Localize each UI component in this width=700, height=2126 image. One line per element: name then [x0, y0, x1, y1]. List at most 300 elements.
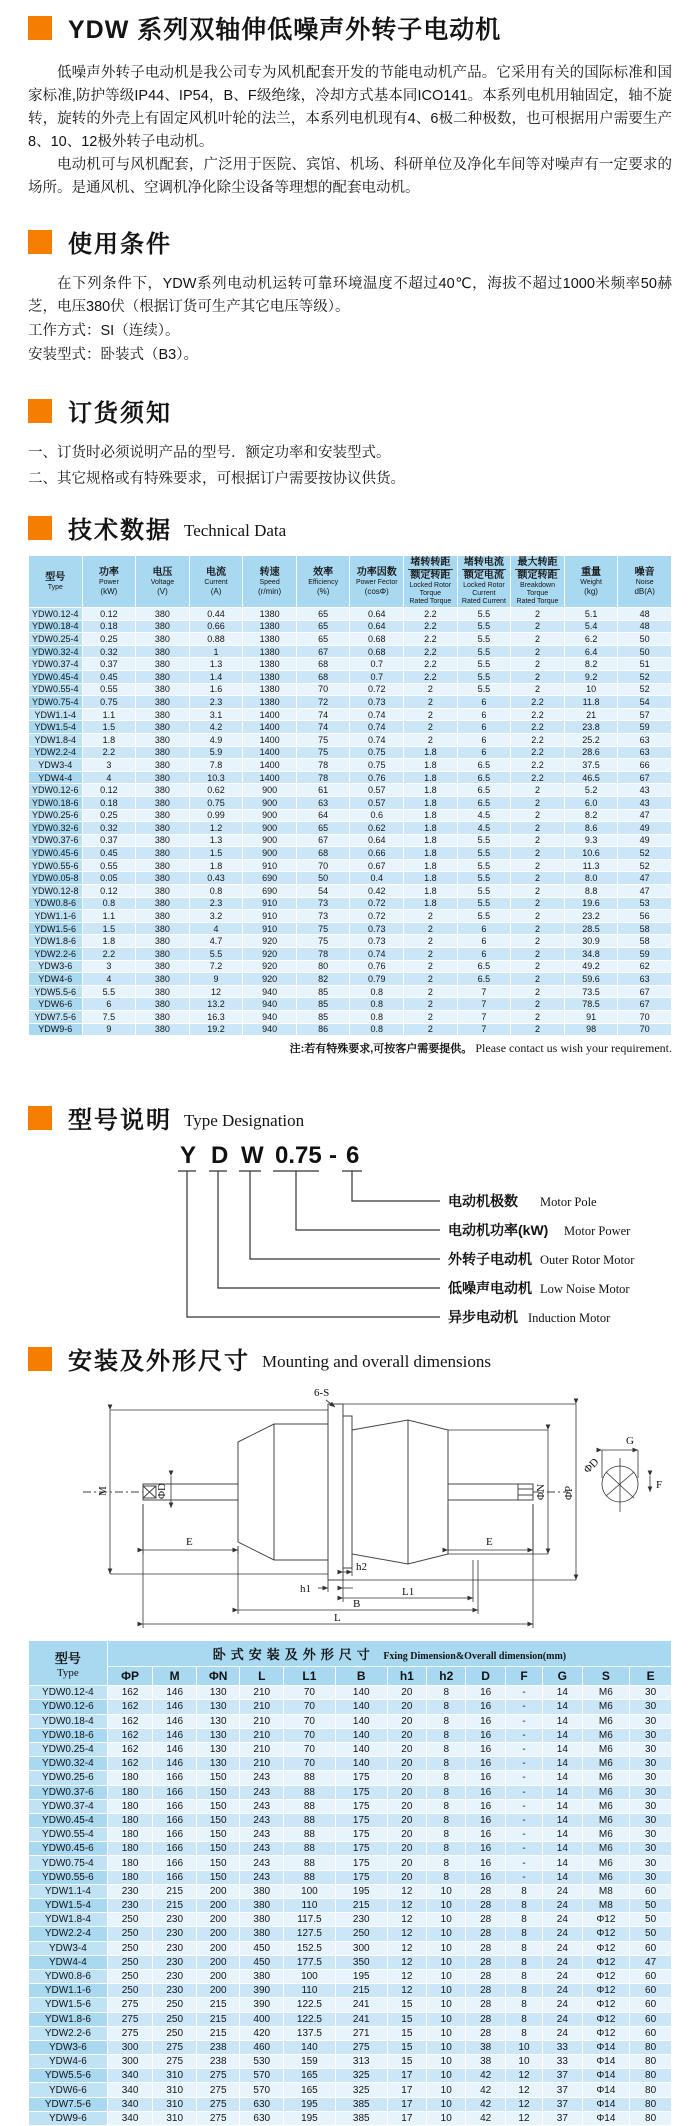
value-cell: 12	[387, 1899, 426, 1913]
table-row	[29, 683, 672, 696]
value-cell: 241	[335, 1998, 387, 2012]
table-row	[29, 2040, 672, 2054]
value-cell: 910	[243, 897, 297, 910]
value-cell: 140	[335, 1700, 387, 1714]
value-cell: 14	[543, 1870, 582, 1884]
column-header: ΦP	[107, 1667, 153, 1686]
value-cell: 3.2	[189, 910, 243, 923]
value-cell: 16	[466, 1785, 505, 1799]
value-cell: 0.74	[350, 948, 404, 961]
value-cell: 0.55	[82, 683, 136, 696]
value-cell: 180	[107, 1813, 153, 1827]
value-cell: 380	[136, 1023, 190, 1036]
value-cell: 56	[618, 910, 672, 923]
table-note-en: Please contact us wish your requirement.	[475, 1041, 672, 1056]
value-cell: Φ12	[582, 1998, 630, 2012]
value-cell: 165	[284, 2083, 336, 2097]
value-cell: 20	[387, 1771, 426, 1785]
header-text: 堵转转距	[410, 557, 451, 568]
table-row	[29, 746, 672, 759]
value-cell: 230	[153, 1955, 197, 1969]
value-cell: 16.3	[189, 1011, 243, 1024]
value-cell: Φ12	[582, 1955, 630, 1969]
value-cell: 14	[543, 1700, 582, 1714]
value-cell: 243	[240, 1813, 284, 1827]
value-cell: 1400	[243, 733, 297, 746]
value-cell: 88	[284, 1828, 336, 1842]
dim-label-B: B	[353, 1598, 361, 1611]
value-cell: 1.5	[82, 721, 136, 734]
value-cell: 2.2	[404, 608, 458, 621]
value-cell: 73	[296, 897, 350, 910]
value-cell: 8	[505, 1955, 542, 1969]
value-cell: 380	[136, 948, 190, 961]
value-cell: 63	[296, 796, 350, 809]
value-cell: 86	[296, 1023, 350, 1036]
value-cell: 80	[630, 2083, 672, 2097]
value-cell: 130	[196, 1700, 240, 1714]
value-cell: 243	[240, 1828, 284, 1842]
value-cell: 0.64	[350, 608, 404, 621]
value-cell: 14	[543, 1842, 582, 1856]
value-cell: 10	[505, 2040, 542, 2054]
value-cell: 690	[243, 885, 297, 898]
value-cell: 12	[505, 2111, 542, 2125]
value-cell: 28	[466, 2012, 505, 2026]
value-cell: 5.5	[457, 658, 511, 671]
value-cell: 10	[505, 2055, 542, 2069]
value-cell: M6	[582, 1842, 630, 1856]
section-title: 型号说明	[68, 1107, 172, 1135]
value-cell: 0.75	[189, 796, 243, 809]
header-text: (r/min)	[258, 586, 282, 596]
table-row	[29, 1714, 672, 1728]
value-cell: 20	[387, 1856, 426, 1870]
value-cell: M6	[582, 1742, 630, 1756]
code-part: W	[241, 1142, 264, 1170]
table-row	[29, 1742, 672, 1756]
value-cell: 58	[618, 935, 672, 948]
value-cell: 0.45	[82, 847, 136, 860]
value-cell: 28	[466, 1913, 505, 1927]
value-cell: 0.57	[350, 784, 404, 797]
orange-bullet-icon	[28, 516, 52, 540]
value-cell: 130	[196, 1757, 240, 1771]
value-cell: 2	[511, 784, 565, 797]
table-row	[29, 847, 672, 860]
value-cell: 0.12	[82, 784, 136, 797]
value-cell: 46.5	[564, 771, 618, 784]
value-cell: 8	[505, 1969, 542, 1983]
value-cell: 0.55	[82, 859, 136, 872]
value-cell: 1.4	[189, 670, 243, 683]
value-cell: 1.8	[404, 897, 458, 910]
value-cell: 2	[511, 658, 565, 671]
table-row	[29, 1842, 672, 1856]
value-cell: 1.6	[189, 683, 243, 696]
value-cell: 65	[296, 633, 350, 646]
model-type-cell: YDW1.5-4	[29, 721, 83, 734]
column-header	[82, 556, 136, 608]
header-text: Locked Rotor Torque	[409, 582, 452, 597]
code-part: 6	[346, 1142, 360, 1170]
table-row	[29, 1828, 672, 1842]
section-title: 订货须知	[68, 400, 172, 427]
table-row	[29, 1771, 672, 1785]
value-cell: 215	[335, 1899, 387, 1913]
value-cell: 0.73	[350, 935, 404, 948]
table-row	[29, 885, 672, 898]
value-cell: 0.57	[350, 796, 404, 809]
value-cell: 5.5	[457, 834, 511, 847]
value-cell: 162	[107, 1742, 153, 1756]
value-cell: M6	[582, 1686, 630, 1700]
table-row	[29, 2083, 672, 2097]
value-cell: 28	[466, 1984, 505, 1998]
value-cell: 380	[240, 1927, 284, 1941]
value-cell: 0.45	[82, 670, 136, 683]
mount-type-line: 安装型式：卧装式（B3）。	[28, 347, 198, 363]
value-cell: 59.6	[564, 973, 618, 986]
value-cell: 166	[153, 1856, 197, 1870]
table-row	[29, 872, 672, 885]
value-cell: 20	[387, 1813, 426, 1827]
column-header	[457, 556, 511, 608]
value-cell: 380	[240, 1969, 284, 1983]
value-cell: 166	[153, 1828, 197, 1842]
value-cell: 0.73	[350, 922, 404, 935]
value-cell: 310	[153, 2069, 197, 2083]
value-cell: 460	[240, 2040, 284, 2054]
dim-label-L1: L1	[402, 1586, 415, 1599]
value-cell: 6	[457, 696, 511, 709]
value-cell: 73.5	[564, 985, 618, 998]
value-cell: 140	[335, 1757, 387, 1771]
value-cell: 8	[427, 1870, 466, 1884]
value-cell: 230	[153, 1969, 197, 1983]
callout-zh: 异步电动机	[448, 1309, 518, 1326]
model-type-cell: YDW6-6	[29, 2083, 108, 2097]
value-cell: 300	[335, 1941, 387, 1955]
value-cell: 28.5	[564, 922, 618, 935]
column-header: G	[543, 1667, 582, 1686]
value-cell: 7.2	[189, 960, 243, 973]
value-cell: 275	[107, 1998, 153, 2012]
table-row	[29, 1757, 672, 1771]
value-cell: 450	[240, 1941, 284, 1955]
value-cell: 146	[153, 1728, 197, 1742]
value-cell: 215	[196, 1998, 240, 2012]
value-cell: 210	[240, 1728, 284, 1742]
value-cell: 450	[240, 1955, 284, 1969]
value-cell: 900	[243, 822, 297, 835]
value-cell: 20	[387, 1870, 426, 1884]
value-cell: 24	[543, 1984, 582, 1998]
value-cell: 30	[630, 1714, 672, 1728]
dim-label-h2: h2	[356, 1561, 367, 1574]
value-cell: 64	[296, 809, 350, 822]
header-text: 转速	[259, 566, 280, 578]
value-cell: 28	[466, 1941, 505, 1955]
dim-label-E: E	[186, 1536, 193, 1549]
value-cell: 12	[387, 1969, 426, 1983]
header-text: 噪音	[634, 566, 655, 578]
value-cell: 9	[82, 1023, 136, 1036]
value-cell: 380	[136, 721, 190, 734]
value-cell: 9.2	[564, 670, 618, 683]
value-cell: 30	[630, 1856, 672, 1870]
header-text: Weight	[580, 578, 602, 586]
table-row	[29, 620, 672, 633]
value-cell: 25.2	[564, 733, 618, 746]
value-cell: 30	[630, 1700, 672, 1714]
value-cell: 14	[543, 1799, 582, 1813]
value-cell: 5.5	[457, 620, 511, 633]
value-cell: 162	[107, 1757, 153, 1771]
value-cell: 200	[196, 1927, 240, 1941]
value-cell: 14	[543, 1771, 582, 1785]
value-cell: 2.2	[404, 633, 458, 646]
value-cell: 8	[427, 1828, 466, 1842]
value-cell: 47	[618, 872, 672, 885]
value-cell: 2	[511, 670, 565, 683]
value-cell: 1380	[243, 620, 297, 633]
value-cell: 250	[153, 1998, 197, 2012]
value-cell: 30	[630, 1728, 672, 1742]
value-cell: 210	[240, 1714, 284, 1728]
value-cell: 12	[189, 985, 243, 998]
value-cell: 60	[630, 2026, 672, 2040]
value-cell: 30	[630, 1771, 672, 1785]
value-cell: 2.2	[511, 759, 565, 772]
value-cell: 1400	[243, 746, 297, 759]
value-cell: 380	[136, 885, 190, 898]
value-cell: 0.25	[82, 633, 136, 646]
column-header	[243, 556, 297, 608]
value-cell: 275	[196, 2111, 240, 2125]
value-cell: 2	[511, 608, 565, 621]
value-cell: 1.3	[189, 658, 243, 671]
header-text: (cosΦ)	[364, 586, 389, 596]
value-cell: 146	[153, 1742, 197, 1756]
value-cell: 8.6	[564, 822, 618, 835]
dim-label-6S: 6-S	[314, 1387, 330, 1400]
value-cell: 5.5	[457, 897, 511, 910]
value-cell: 1.8	[404, 809, 458, 822]
value-cell: 100	[284, 1884, 336, 1898]
value-cell: 0.75	[82, 696, 136, 709]
dimensions-table-head	[29, 1641, 672, 1686]
value-cell: 24	[543, 1884, 582, 1898]
value-cell: 16	[466, 1771, 505, 1785]
value-cell: 70	[618, 1011, 672, 1024]
header-text: Rated Torque	[409, 598, 452, 605]
value-cell: 80	[630, 2111, 672, 2125]
value-cell: 10	[427, 1941, 466, 1955]
header-text: Efficiency	[308, 578, 339, 586]
value-cell: 78	[296, 759, 350, 772]
value-cell: 940	[243, 1023, 297, 1036]
value-cell: 175	[335, 1799, 387, 1813]
value-cell: 60	[630, 1969, 672, 1983]
value-cell: 12	[387, 1913, 426, 1927]
model-type-cell: YDW4-6	[29, 2055, 108, 2069]
value-cell: 60	[630, 1884, 672, 1898]
group-header-zh: 卧式安装及外形尺寸	[212, 1647, 375, 1663]
value-cell: 0.18	[82, 796, 136, 809]
value-cell: 8.0	[564, 872, 618, 885]
value-cell: Φ14	[582, 2083, 630, 2097]
value-cell: 14	[543, 1856, 582, 1870]
value-cell: 68	[296, 670, 350, 683]
value-cell: 175	[335, 1771, 387, 1785]
value-cell: 70	[296, 683, 350, 696]
value-cell: 910	[243, 910, 297, 923]
model-type-cell: YDW1.1-4	[29, 708, 83, 721]
value-cell: 243	[240, 1785, 284, 1799]
callout-lines	[178, 1171, 440, 1317]
value-cell: M6	[582, 1799, 630, 1813]
value-cell: 200	[196, 1955, 240, 1969]
value-cell: M6	[582, 1856, 630, 1870]
value-cell: 380	[136, 633, 190, 646]
value-cell: 2	[511, 910, 565, 923]
value-cell: 3.1	[189, 708, 243, 721]
value-cell: 0.8	[350, 1011, 404, 1024]
value-cell: 6	[457, 746, 511, 759]
value-cell: 1400	[243, 721, 297, 734]
model-code	[180, 1142, 359, 1169]
model-type-cell: YDW3-6	[29, 960, 83, 973]
value-cell: 7.8	[189, 759, 243, 772]
value-cell: 122.5	[284, 1998, 336, 2012]
value-cell: 1.8	[404, 872, 458, 885]
model-type-cell: YDW1.1-6	[29, 1984, 108, 1998]
value-cell: 65	[296, 620, 350, 633]
table-row	[29, 708, 672, 721]
value-cell: 900	[243, 847, 297, 860]
value-cell: 200	[196, 1941, 240, 1955]
value-cell: 16	[466, 1757, 505, 1771]
value-cell: 8	[505, 1913, 542, 1927]
section-type-designation	[28, 1100, 672, 1135]
value-cell: 65	[296, 822, 350, 835]
value-cell: 180	[107, 1842, 153, 1856]
value-cell: 4.7	[189, 935, 243, 948]
value-cell: 300	[107, 2040, 153, 2054]
value-cell: 54	[296, 885, 350, 898]
model-type-cell: YDW0.55-6	[29, 1870, 108, 1884]
value-cell: 70	[618, 1023, 672, 1036]
value-cell: 52	[618, 670, 672, 683]
model-type-cell: YDW3-6	[29, 2040, 108, 2054]
header-text: Locked Rotor Current	[463, 582, 505, 597]
header-text: 效率	[313, 566, 334, 578]
value-cell: 175	[335, 1813, 387, 1827]
type-header-en: Type	[56, 1666, 79, 1679]
value-cell: 275	[196, 2069, 240, 2083]
model-type-cell: YDW7.5-6	[29, 2097, 108, 2111]
value-cell: 7	[457, 998, 511, 1011]
model-type-cell: YDW2.2-4	[29, 1927, 108, 1941]
value-cell: 0.37	[82, 658, 136, 671]
technical-data-table	[28, 555, 672, 1036]
value-cell: 630	[240, 2097, 284, 2111]
value-cell: 2	[511, 809, 565, 822]
value-cell: 0.12	[82, 885, 136, 898]
value-cell: 8	[427, 1799, 466, 1813]
value-cell: 10	[427, 2012, 466, 2026]
value-cell: 166	[153, 1799, 197, 1813]
dimensions-table-body	[29, 1686, 672, 2126]
value-cell: 380	[136, 847, 190, 860]
value-cell: 2.2	[511, 696, 565, 709]
dim-label-phiD: ΦD	[156, 1483, 168, 1500]
header-text: Rated Torque	[516, 598, 559, 605]
section-title: 使用条件	[68, 231, 172, 258]
value-cell: M6	[582, 1771, 630, 1785]
value-cell: 28	[466, 2026, 505, 2040]
value-cell: 80	[296, 960, 350, 973]
technical-table-head	[29, 556, 672, 608]
value-cell: 0.7	[350, 670, 404, 683]
value-cell: 380	[136, 809, 190, 822]
value-cell: 175	[335, 1856, 387, 1870]
value-cell: 4	[82, 973, 136, 986]
value-cell: 130	[196, 1714, 240, 1728]
dim-label-phiN: ΦN	[535, 1484, 547, 1501]
value-cell: 2	[511, 1011, 565, 1024]
value-cell: 117.5	[284, 1913, 336, 1927]
value-cell: 8	[427, 1686, 466, 1700]
dimensions-header-row	[29, 1667, 672, 1686]
value-cell: 380	[136, 872, 190, 885]
value-cell: 385	[335, 2097, 387, 2111]
value-cell: 2	[404, 960, 458, 973]
value-cell: 2	[511, 633, 565, 646]
value-cell: 50	[618, 645, 672, 658]
value-cell: 1.8	[82, 733, 136, 746]
value-cell: 50	[630, 1913, 672, 1927]
value-cell: 380	[136, 973, 190, 986]
column-header	[296, 556, 350, 608]
value-cell: 50	[296, 872, 350, 885]
value-cell: 530	[240, 2055, 284, 2069]
value-cell: 100	[284, 1969, 336, 1983]
value-cell: 146	[153, 1686, 197, 1700]
value-cell: 215	[196, 2012, 240, 2026]
value-cell: 195	[335, 1969, 387, 1983]
value-cell: 37	[543, 2069, 582, 2083]
value-cell: 130	[196, 1742, 240, 1756]
header-text: 额定转距	[515, 569, 560, 582]
column-header: M	[153, 1667, 197, 1686]
callout-en: Low Noise Motor	[540, 1282, 630, 1297]
value-cell: 250	[335, 1927, 387, 1941]
value-cell: 900	[243, 834, 297, 847]
value-cell: 47	[618, 885, 672, 898]
value-cell: 380	[136, 960, 190, 973]
value-cell: 1400	[243, 759, 297, 772]
value-cell: 10	[427, 1927, 466, 1941]
value-cell: 6	[457, 935, 511, 948]
value-cell: 165	[284, 2069, 336, 2083]
model-type-cell: YDW4-4	[29, 1955, 108, 1969]
value-cell: 48	[618, 620, 672, 633]
value-cell: -	[505, 1828, 542, 1842]
value-cell: 4.5	[457, 822, 511, 835]
value-cell: 8	[505, 1941, 542, 1955]
